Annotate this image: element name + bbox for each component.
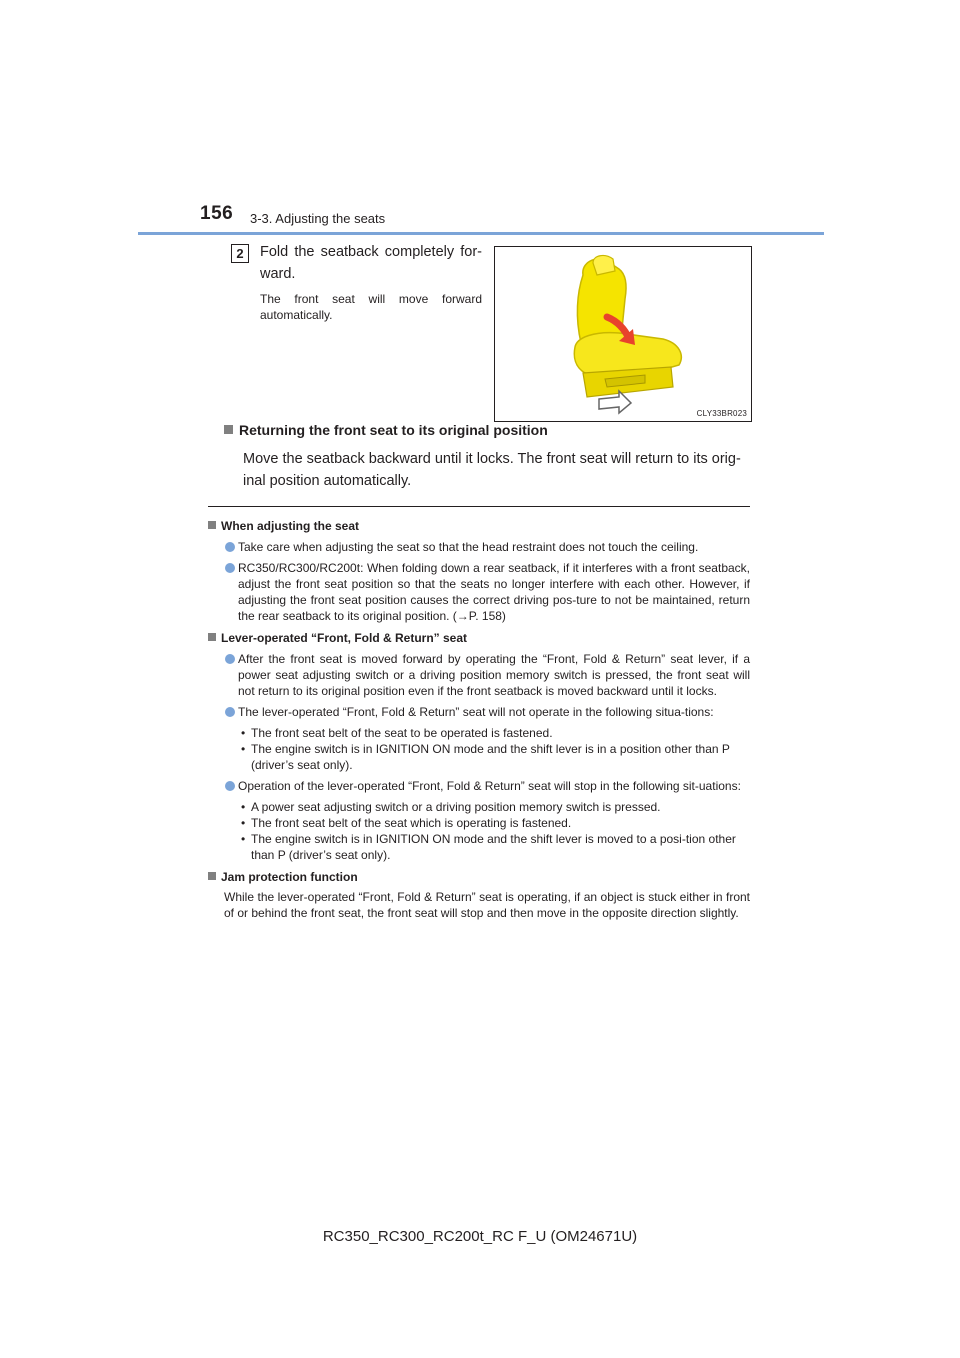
- jam-protection-body: While the lever-operated “Front, Fold & Return” seat is operating, if an object is stuck either in front of or behind the front seat, the front seat will stop and then move in the opposite direction slightly.: [224, 890, 750, 920]
- circle-bullet-icon: [225, 542, 235, 552]
- sub-list-item: • The front seat belt of the seat which is operating is fastened.: [241, 816, 572, 830]
- seat-illustration-svg: [495, 247, 751, 421]
- note-heading-jam: Jam protection function: [208, 869, 750, 885]
- note-heading-lever: Lever-operated “Front, Fold & Return” seat: [208, 630, 750, 646]
- list-item: RC350/RC300/RC200t: When folding down a rear seatback, if it interferes with a front seatback, adjust the front seat position so that the seats no longer interfere with each other. However, if adjusting the front seat position causes the correct driving pos-ture to not be maintained, return the rear seatback to its original position. (→P. 158): [208, 560, 750, 624]
- section-divider: [208, 506, 750, 507]
- circle-bullet-icon: [225, 781, 235, 791]
- square-bullet-icon: [224, 425, 233, 434]
- seat-fold-illustration: [494, 246, 752, 422]
- section-title: 3-3. Adjusting the seats: [250, 211, 386, 226]
- notes-section: [208, 514, 750, 921]
- page-number: 156: [200, 203, 234, 224]
- circle-bullet-icon: [225, 707, 235, 717]
- square-bullet-icon: [208, 633, 216, 641]
- page-footer: RC350_RC300_RC200t_RC F_U (OM24671U): [322, 1228, 638, 1245]
- sub-list-item: • The engine switch is in IGNITION ON mode and the shift lever is moved to a posi-tion other than P (driver’s seat only).: [241, 832, 736, 862]
- returning-body: Move the seatback backward until it locks. The front seat will return to its orig-inal position automatically.: [243, 451, 741, 489]
- list-item: After the front seat is moved forward by operating the “Front, Fold & Return” seat lever, if a power seat adjusting switch or a driving position memory switch is pressed, the front seat will not return to its original position even if the front seatback is moved backward until it locks.: [208, 651, 750, 699]
- figure-caption: CLY33BR023: [696, 409, 747, 418]
- list-item: The lever-operated “Front, Fold & Return” seat will not operate in the following situa-tions:: [208, 704, 750, 720]
- step-instruction: Fold the seatback completely for-ward.: [260, 244, 482, 282]
- circle-bullet-icon: [225, 563, 235, 573]
- square-bullet-icon: [208, 521, 216, 529]
- square-bullet-icon: [208, 872, 216, 880]
- sub-list-item: • The engine switch is in IGNITION ON mode and the shift lever is in a position other than P (driver’s seat only).: [241, 742, 730, 772]
- note-heading-adjusting: When adjusting the seat: [208, 518, 750, 534]
- list-item: Operation of the lever-operated “Front, Fold & Return” seat will stop in the following sit-uations:: [208, 778, 750, 794]
- list-item: Take care when adjusting the seat so that the head restraint does not touch the ceiling.: [208, 539, 750, 555]
- step-number-badge: 2: [231, 244, 249, 263]
- step-note: The front seat will move forward automatically.: [260, 292, 482, 322]
- returning-heading: Returning the front seat to its original position: [224, 422, 548, 438]
- circle-bullet-icon: [225, 654, 235, 664]
- sub-list-item: • A power seat adjusting switch or a driving position memory switch is pressed.: [241, 800, 661, 814]
- sub-list-item: • The front seat belt of the seat to be operated is fastened.: [241, 726, 553, 740]
- header-rule: [138, 232, 824, 235]
